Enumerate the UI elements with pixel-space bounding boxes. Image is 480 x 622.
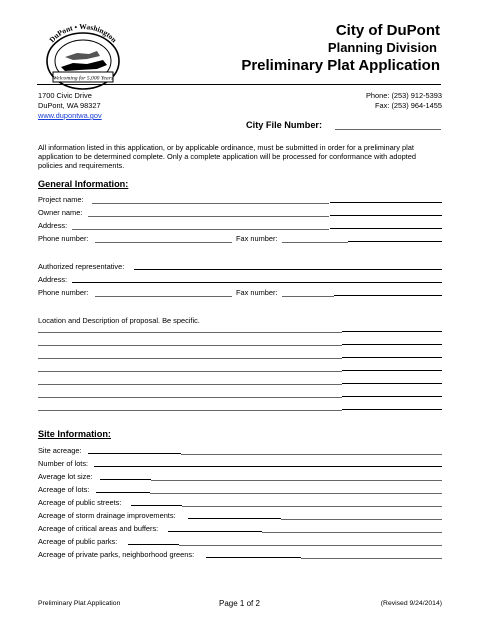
public-parks-field[interactable]	[128, 544, 179, 545]
phone-field[interactable]	[95, 242, 232, 243]
average-lot-size-label: Average lot size:	[38, 472, 93, 481]
website-link[interactable]: www.dupontwa.gov	[38, 111, 102, 120]
form-title: Preliminary Plat Application	[241, 57, 440, 74]
address-label: Address:	[38, 221, 68, 230]
file-number-label: City File Number:	[246, 120, 323, 130]
critical-areas-field[interactable]	[168, 531, 262, 532]
owner-name-label: Owner name:	[38, 208, 83, 217]
acreage-of-lots-label: Acreage of lots:	[38, 485, 90, 494]
rep-phone-field[interactable]	[95, 296, 232, 297]
rep-address-field[interactable]	[72, 282, 442, 283]
rep-fax-field[interactable]	[282, 296, 334, 297]
rep-field[interactable]	[134, 269, 442, 270]
fax-number: Fax: (253) 964-1455	[375, 101, 442, 110]
address-city: DuPont, WA 98327	[38, 101, 101, 110]
site-acreage-label: Site acreage:	[38, 446, 82, 455]
org-name: City of DuPont	[335, 22, 440, 39]
fax-field[interactable]	[282, 242, 348, 243]
seal-text: DuPont • Washington	[47, 23, 119, 45]
site-acreage-field[interactable]	[88, 453, 181, 454]
storm-drainage-field[interactable]	[188, 518, 281, 519]
location-label: Location and Description of proposal. Be specific.	[38, 316, 200, 325]
intro-paragraph: All information listed in this application, or by applicable ordinance, must be submitted in order for a preliminary plat application to be determined complete. Only a complete application will be processed for conformance with adopted policies and requirements.	[38, 143, 416, 171]
header-divider	[37, 84, 441, 85]
division-name: Planning Division	[327, 40, 437, 55]
public-streets-label: Acreage of public streets:	[38, 498, 122, 507]
footer-revision: (Revised 9/24/2014)	[380, 600, 442, 607]
rep-fax-label: Fax number:	[236, 288, 278, 297]
footer-page-number: Page 1 of 2	[219, 599, 260, 608]
storm-drainage-label: Acreage of storm drainage improvements:	[38, 511, 176, 520]
phone-number: Phone: (253) 912-5393	[365, 91, 442, 100]
acreage-of-lots-field[interactable]	[96, 492, 150, 493]
seal-banner: Welcoming for 5,000 Years	[52, 75, 114, 82]
rep-address-label: Address:	[38, 275, 68, 284]
fax-label: Fax number:	[236, 234, 278, 243]
critical-areas-label: Acreage of critical areas and buffers:	[38, 524, 159, 533]
footer-form-name: Preliminary Plat Application	[38, 600, 121, 607]
project-name-field[interactable]	[92, 203, 329, 204]
rep-label: Authorized representative:	[38, 262, 125, 271]
project-name-label: Project name:	[38, 195, 84, 204]
address-field[interactable]	[72, 229, 329, 230]
site-info-heading: Site Information:	[38, 429, 111, 439]
number-of-lots-field[interactable]	[94, 466, 442, 467]
owner-name-field[interactable]	[88, 216, 329, 217]
public-streets-field[interactable]	[131, 505, 182, 506]
general-info-heading: General Information:	[38, 179, 129, 189]
phone-label: Phone number:	[38, 234, 89, 243]
public-parks-label: Acreage of public parks:	[38, 537, 118, 546]
private-parks-field[interactable]	[206, 557, 301, 558]
rep-phone-label: Phone number:	[38, 288, 89, 297]
number-of-lots-label: Number of lots:	[38, 459, 89, 468]
address-street: 1700 Civic Drive	[38, 91, 92, 100]
average-lot-size-field[interactable]	[100, 479, 151, 480]
private-parks-label: Acreage of private parks, neighborhood greens:	[38, 550, 195, 559]
city-seal-logo	[37, 23, 129, 91]
file-number-field[interactable]	[335, 129, 441, 130]
